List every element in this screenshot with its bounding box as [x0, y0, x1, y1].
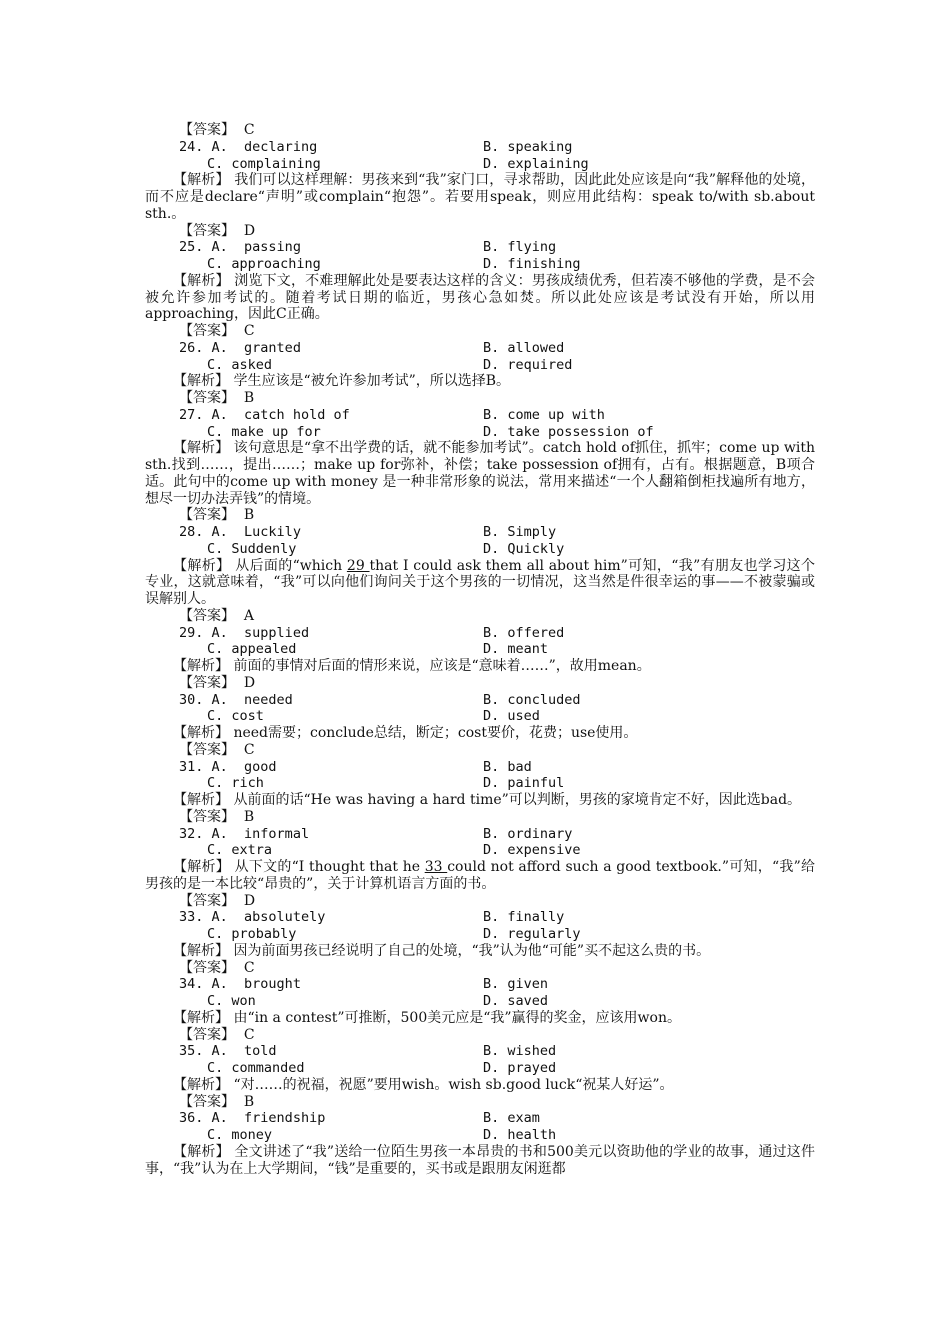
option-b: B. concluded	[483, 691, 581, 708]
answer-line: 【答案】 D	[179, 674, 256, 691]
option-row	[145, 1060, 815, 1077]
analysis-paragraph: 【解析】 该句意思是“拿不出学费的话，就不能参加考试”。catch hold of抓住，抓牢；come up with sth.找到……，提出……；make up for弥补，补偿；take possession of拥有，占有。根据题意，B项合适。此句中的come up with money 是一种非常形象的说法，常用来描述“一个人翻箱倒柜找遍所有地方，想尽一切办法弄钱”的情境。	[145, 440, 816, 507]
option-row	[145, 993, 815, 1010]
option-b: B. finally	[483, 909, 565, 926]
option-d: D. required	[483, 356, 573, 373]
option-b: B. exam	[483, 1110, 540, 1127]
option-c: C. make up for	[207, 423, 321, 440]
option-d: D. regularly	[483, 926, 581, 942]
option-b: B. wished	[483, 1043, 557, 1060]
option-c: C. won	[207, 993, 256, 1009]
analysis-paragraph: 【解析】 学生应该是“被允许参加考试”，所以选择B。	[173, 373, 511, 390]
option-row	[145, 256, 815, 273]
option-row	[145, 909, 815, 926]
option-d: D. used	[483, 708, 540, 725]
option-a: 27. A. catch hold of	[179, 406, 350, 423]
option-a: 34. A. brought	[179, 976, 301, 993]
analysis-paragraph: 【解析】 前面的事情对后面的情形来说，应该是“意味着……”，故用mean。	[173, 658, 651, 674]
option-d: D. meant	[483, 641, 549, 658]
option-c: C. cost	[207, 708, 264, 725]
option-b: B. ordinary	[483, 825, 573, 842]
option-d: D. take possession of	[483, 423, 654, 440]
analysis-paragraph: 【解析】 我们可以这样理解：男孩来到“我”家门口，寻求帮助，因此此处应该是向“我”解释他的处境，而不应是declare“声明”或complain“抱怨”。若要用speak，则应用此结构：speak to/with sb.about sth.。	[145, 172, 816, 222]
option-a: 29. A. supplied	[179, 624, 310, 641]
option-b: B. allowed	[483, 339, 565, 356]
option-d: D. saved	[483, 993, 549, 1009]
answer-line: 【答案】 C	[179, 741, 255, 758]
option-row	[145, 641, 815, 658]
option-a: 30. A. needed	[179, 691, 293, 708]
option-row	[145, 759, 815, 776]
option-c: C. commanded	[207, 1060, 305, 1076]
answer-line: 【答案】 A	[179, 607, 255, 624]
answer-line: 【答案】 C	[179, 959, 255, 976]
option-row	[145, 842, 815, 859]
option-d: D. finishing	[483, 256, 581, 272]
option-b: B. bad	[483, 758, 532, 775]
answer-line: 【答案】 B	[179, 1093, 255, 1110]
option-row	[145, 1127, 815, 1144]
option-row	[145, 524, 815, 541]
blank-29: 29	[346, 557, 370, 574]
option-a: 24. A. declaring	[179, 138, 318, 155]
option-row	[145, 239, 815, 256]
option-c: C. money	[207, 1127, 273, 1143]
option-row	[145, 826, 815, 843]
option-b: B. flying	[483, 239, 557, 256]
answer-line: 【答案】 C	[179, 1026, 255, 1043]
option-row	[145, 976, 815, 993]
answer-line: 【答案】 D	[179, 892, 256, 909]
option-d: D. Quickly	[483, 540, 565, 557]
option-c: C. probably	[207, 926, 297, 942]
option-b: B. speaking	[483, 138, 573, 155]
option-row	[145, 625, 815, 642]
option-a: 36. A. friendship	[179, 1110, 326, 1127]
option-d: D. health	[483, 1127, 557, 1143]
option-a: 35. A. told	[179, 1043, 277, 1060]
option-c: C. appealed	[207, 641, 297, 658]
answer-line: 【答案】 D	[179, 222, 256, 239]
option-c: C. complaining	[207, 155, 321, 172]
option-row	[145, 775, 815, 792]
analysis-paragraph: 【解析】 浏览下文，不难理解此处是要表达这样的含义：男孩成绩优秀，但若凑不够他的学费，是不会被允许参加考试的。随着考试日期的临近，男孩心急如焚。所以此处应该是考试没有开始，所以用approaching，因此C正确。	[145, 272, 816, 323]
option-row	[145, 1043, 815, 1060]
option-d: D. prayed	[483, 1060, 557, 1076]
option-c: C. rich	[207, 775, 264, 792]
answer-line: 【答案】 C	[179, 323, 255, 339]
option-row	[145, 692, 815, 709]
option-a: 26. A. granted	[179, 339, 301, 356]
answer-line: 【答案】 B	[179, 808, 255, 825]
option-row	[145, 424, 815, 441]
option-row	[145, 541, 815, 558]
blank-33: 33	[424, 859, 448, 875]
option-d: D. explaining	[483, 155, 589, 172]
option-row	[145, 708, 815, 725]
answer-line: 【答案】 B	[179, 390, 255, 406]
analysis-paragraph: 【解析】 由“in a contest”可推断，500美元应是“我”赢得的奖金，应该用won。	[173, 1009, 681, 1026]
option-b: B. come up with	[483, 406, 605, 423]
analysis-paragraph: 【解析】 从前面的话“He was having a hard time”可以判断，男孩的家境肯定不好，因此选bad。	[173, 792, 802, 808]
option-row	[145, 139, 815, 156]
answer-line: 【答案】 C	[179, 122, 255, 138]
analysis-paragraph: 【解析】 因为前面男孩已经说明了自己的处境，“我”认为他“可能”买不起这么贵的书。	[173, 942, 711, 959]
option-a: 31. A. good	[179, 758, 277, 775]
document-page	[145, 122, 815, 1177]
option-b: B. Simply	[483, 524, 557, 540]
answer-line: 【答案】 B	[179, 507, 255, 524]
analysis-paragraph: 【解析】 “对……的祝福，祝愿”要用wish。wish sb.good luck“祝某人好运”。	[173, 1076, 674, 1093]
option-row	[145, 340, 815, 357]
option-row	[145, 1110, 815, 1127]
option-row	[145, 357, 815, 374]
option-c: C. extra	[207, 842, 273, 859]
option-c: C. Suddenly	[207, 540, 297, 557]
option-a: 25. A. passing	[179, 239, 301, 256]
option-b: B. given	[483, 976, 549, 993]
option-b: B. offered	[483, 624, 565, 641]
analysis-paragraph: 【解析】 从下文的“I thought that he 33 could not afford such a good textbook.”可知，“我”给男孩的是一本比较“昂贵的”，关于计算机语言方面的书。	[145, 859, 816, 892]
option-row	[145, 407, 815, 424]
analysis-paragraph: 【解析】 从后面的“which 29 that I could ask them all about him”可知，“我”有朋友也学习这个专业，这就意味着，“我”可以向他们询问关于这个男孩的一切情况，这当然是件很幸运的事——不被蒙骗或误解别人。	[145, 557, 816, 607]
option-d: D. expensive	[483, 842, 581, 859]
option-c: C. approaching	[207, 256, 321, 272]
analysis-paragraph: 【解析】 need需要；conclude总结，断定；cost要价，花费；use使用。	[173, 725, 638, 741]
option-row	[145, 926, 815, 943]
option-a: 32. A. informal	[179, 825, 310, 842]
analysis-paragraph: 【解析】 全文讲述了“我”送给一位陌生男孩一本昂贵的书和500美元以资助他的学业的故事，通过这件事，“我”认为在上大学期间，“钱”是重要的，买书或是跟朋友闲逛都	[145, 1143, 815, 1177]
option-row	[145, 156, 815, 173]
option-d: D. painful	[483, 775, 565, 792]
option-a: 33. A. absolutely	[179, 909, 326, 926]
option-c: C. asked	[207, 356, 273, 373]
option-a: 28. A. Luckily	[179, 524, 301, 540]
